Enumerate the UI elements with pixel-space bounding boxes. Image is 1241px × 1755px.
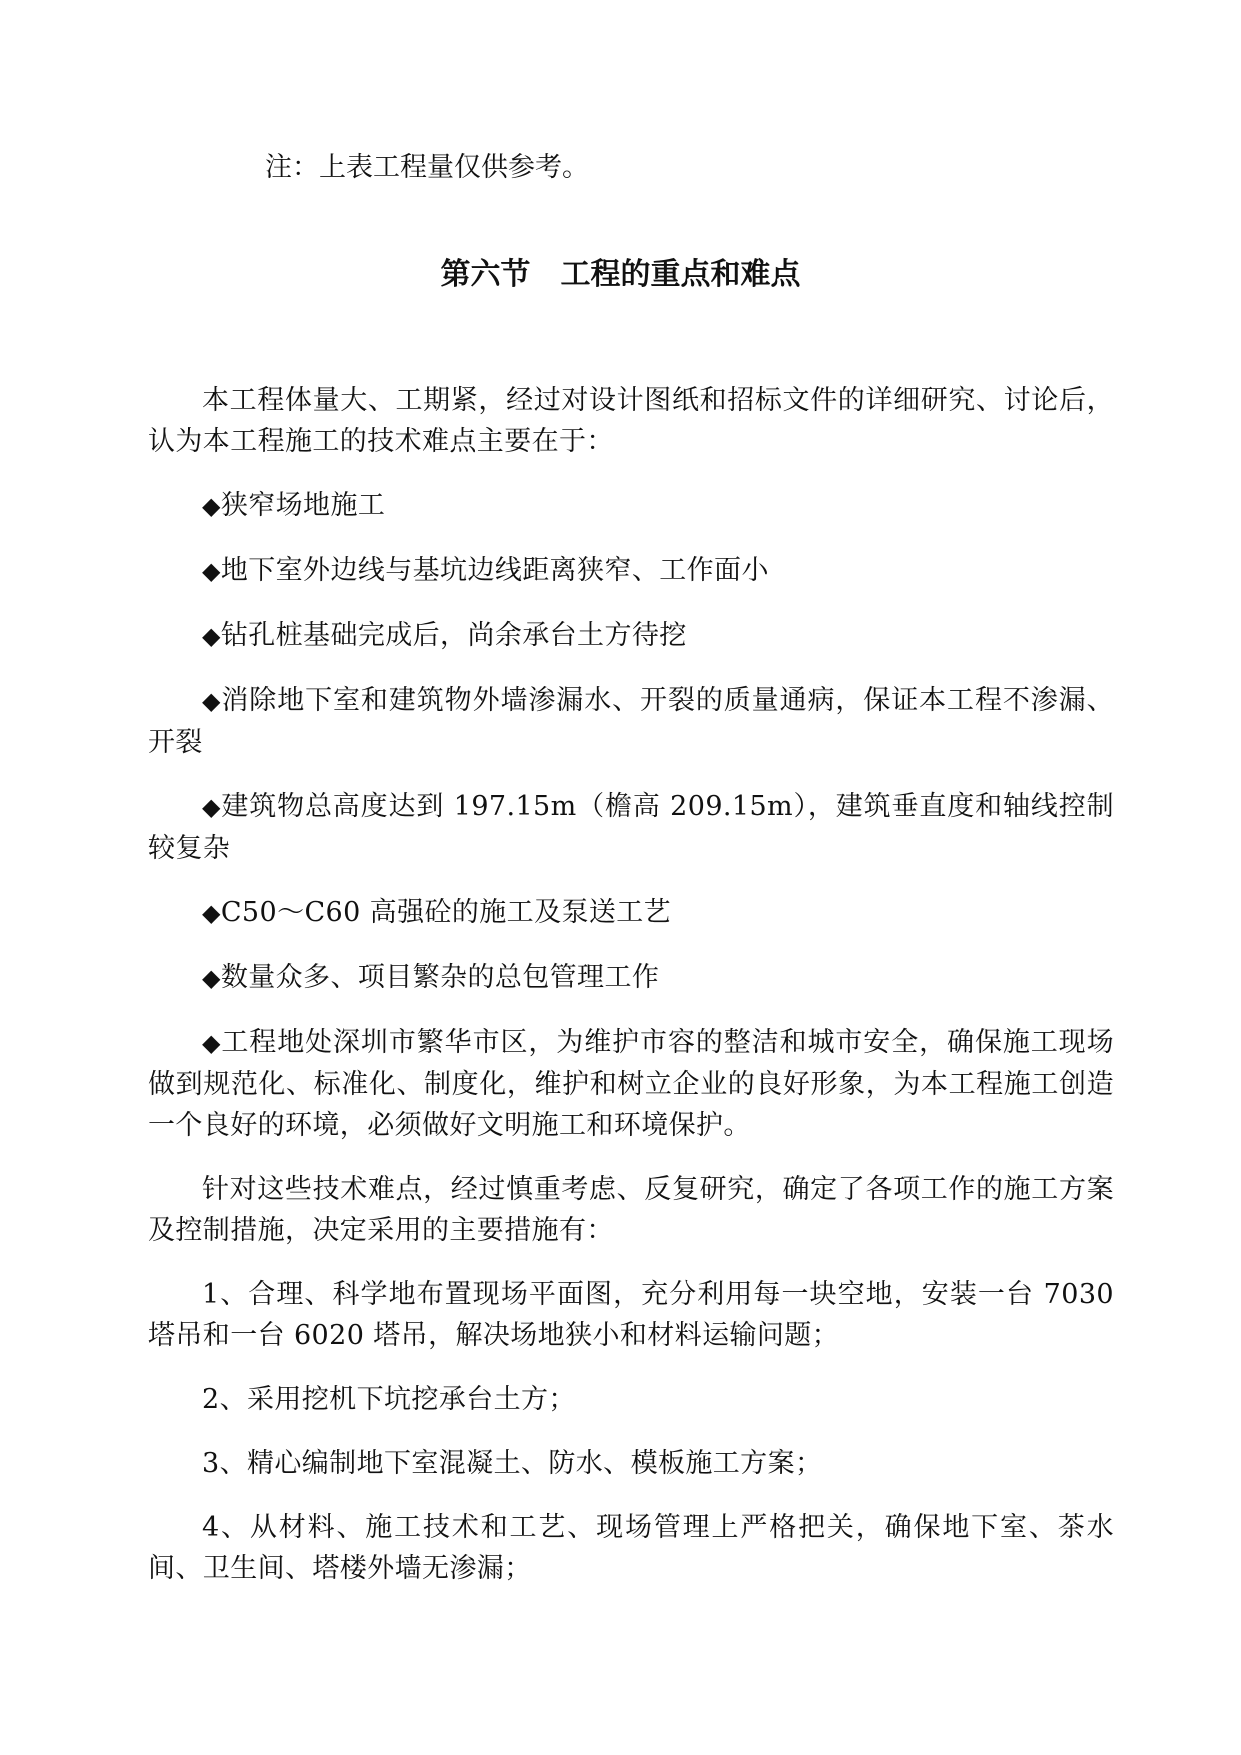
- table-note: 注：上表工程量仅供参考。: [265, 152, 589, 183]
- difficulty-item: [148, 1022, 1114, 1146]
- difficulty-text: 消除地下室和建筑物外墙渗漏水、开裂的质量通病，保证本工程不渗漏、开裂: [148, 685, 1114, 758]
- difficulty-item: [148, 892, 1114, 934]
- diamond-bullet-icon: ◆: [202, 964, 221, 992]
- measure-item: 3、精心编制地下室混凝土、防水、模板施工方案；: [202, 1448, 823, 1479]
- difficulty-text: 建筑物总高度达到 197.15m（檐高 209.15m），建筑垂直度和轴线控制较复杂: [148, 791, 1114, 864]
- diamond-bullet-icon: ◆: [202, 557, 221, 585]
- difficulty-item: [148, 680, 1114, 763]
- difficulty-text: C50～C60 高强砼的施工及泵送工艺: [220, 897, 672, 928]
- diamond-bullet-icon: ◆: [202, 1029, 222, 1057]
- diamond-bullet-icon: ◆: [202, 492, 221, 520]
- difficulty-item: [148, 957, 1114, 999]
- intro-paragraph: 本工程体量大、工期紧，经过对设计图纸和招标文件的详细研究、讨论后，认为本工程施工的技术难点主要在于：: [148, 385, 1114, 457]
- difficulty-text: 狭窄场地施工: [220, 490, 386, 521]
- diamond-bullet-icon: ◆: [202, 793, 222, 821]
- difficulty-item: [148, 615, 1114, 657]
- difficulty-item: [148, 485, 1114, 527]
- measure-item: 2、采用挖机下坑挖承台土方；: [202, 1384, 576, 1415]
- difficulty-text: 地下室外边线与基坑边线距离狭窄、工作面小: [220, 555, 769, 586]
- difficulty-item: [148, 786, 1114, 869]
- diamond-bullet-icon: ◆: [202, 899, 221, 927]
- difficulty-text: 钻孔桩基础完成后，尚余承台土方待挖: [220, 620, 687, 651]
- measures-intro-paragraph: 针对这些技术难点，经过慎重考虑、反复研究，确定了各项工作的施工方案及控制措施，决定采用的主要措施有：: [148, 1174, 1114, 1246]
- section-title: 第六节 工程的重点和难点: [440, 257, 801, 292]
- difficulty-item: [148, 550, 1114, 592]
- difficulty-text: 数量众多、项目繁杂的总包管理工作: [220, 962, 660, 993]
- diamond-bullet-icon: ◆: [202, 622, 221, 650]
- measure-item: 4、从材料、施工技术和工艺、现场管理上严格把关，确保地下室、茶水间、卫生间、塔楼外墙无渗漏；: [148, 1512, 1114, 1584]
- document-body: [148, 380, 1114, 1612]
- difficulty-text: 工程地处深圳市繁华市区，为维护市容的整洁和城市安全，确保施工现场做到规范化、标准化、制度化，维护和树立企业的良好形象，为本工程施工创造一个良好的环境，必须做好文明施工和环境保护。: [148, 1027, 1114, 1141]
- diamond-bullet-icon: ◆: [202, 687, 222, 715]
- measure-item: 1、合理、科学地布置现场平面图，充分利用每一块空地，安装一台 7030 塔吊和一台 6020 塔吊，解决场地狭小和材料运输问题；: [148, 1279, 1114, 1351]
